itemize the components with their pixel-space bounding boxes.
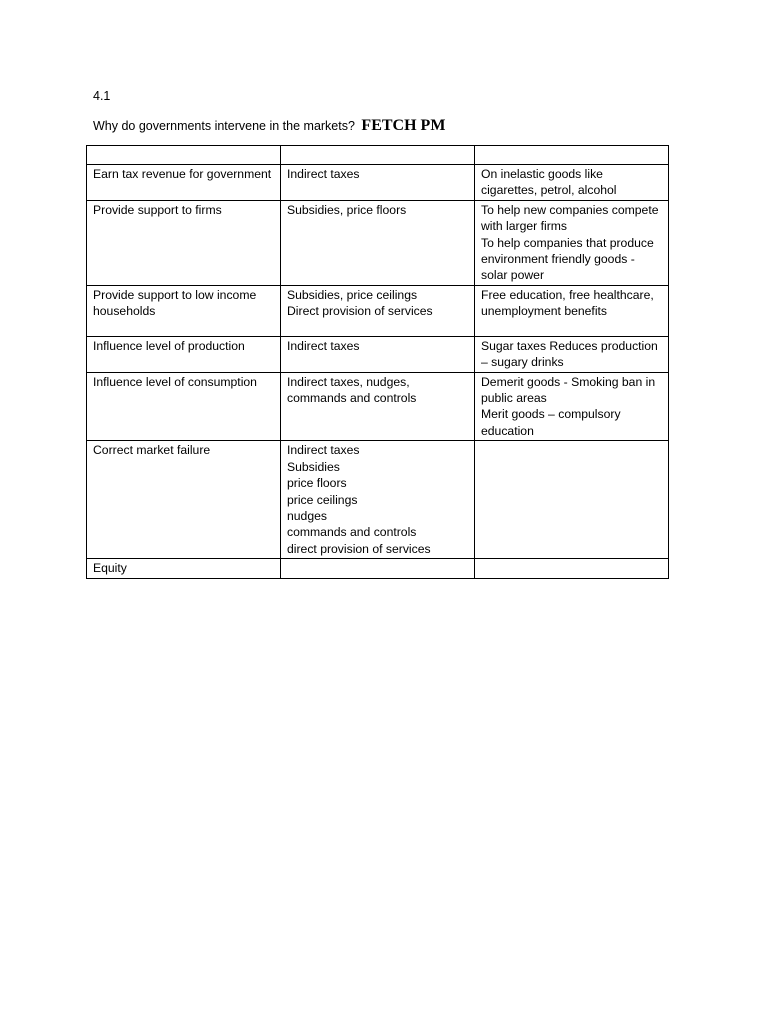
method-cell: Indirect taxes — [281, 336, 475, 372]
reason-cell: Influence level of consumption — [87, 372, 281, 441]
table-row — [87, 200, 669, 285]
example-cell — [475, 559, 669, 578]
table-row — [87, 336, 669, 372]
reason-cell: Influence level of production — [87, 336, 281, 372]
example-cell: Demerit goods - Smoking ban in public areas Merit goods – compulsory education — [475, 372, 669, 441]
method-cell: Subsidies, price ceilings Direct provision of services — [281, 285, 475, 336]
reason-cell: Provide support to low income households — [87, 285, 281, 336]
table-row — [87, 559, 669, 578]
table-header-row — [87, 146, 669, 165]
method-cell: Indirect taxes — [281, 165, 475, 201]
table-cell — [281, 146, 475, 165]
reason-cell: Earn tax revenue for government — [87, 165, 281, 201]
table-row — [87, 165, 669, 201]
example-cell: Sugar taxes Reduces production – sugary drinks — [475, 336, 669, 372]
table-row — [87, 372, 669, 441]
table-row — [87, 441, 669, 559]
table-cell — [475, 146, 669, 165]
table-cell — [87, 146, 281, 165]
example-cell: On inelastic goods like cigarettes, petrol, alcohol — [475, 165, 669, 201]
example-cell — [475, 441, 669, 559]
question-line — [93, 116, 445, 136]
example-cell: Free education, free healthcare, unemployment benefits — [475, 285, 669, 336]
method-cell — [281, 559, 475, 578]
question-text: Why do governments intervene in the markets? — [93, 119, 355, 133]
handle-text: FETCH PM — [361, 117, 446, 134]
reason-cell: Equity — [87, 559, 281, 578]
intervention-table — [86, 145, 669, 579]
section-number: 4.1 — [93, 89, 111, 103]
reason-cell: Provide support to firms — [87, 200, 281, 285]
reason-cell: Correct market failure — [87, 441, 281, 559]
method-cell: Subsidies, price floors — [281, 200, 475, 285]
table-row — [87, 285, 669, 336]
method-cell: Indirect taxes Subsidies price floors price ceilings nudges commands and controls direct provision of services — [281, 441, 475, 559]
method-cell: Indirect taxes, nudges, commands and controls — [281, 372, 475, 441]
example-cell: To help new companies compete with larger firms To help companies that produce environment friendly goods - solar power — [475, 200, 669, 285]
